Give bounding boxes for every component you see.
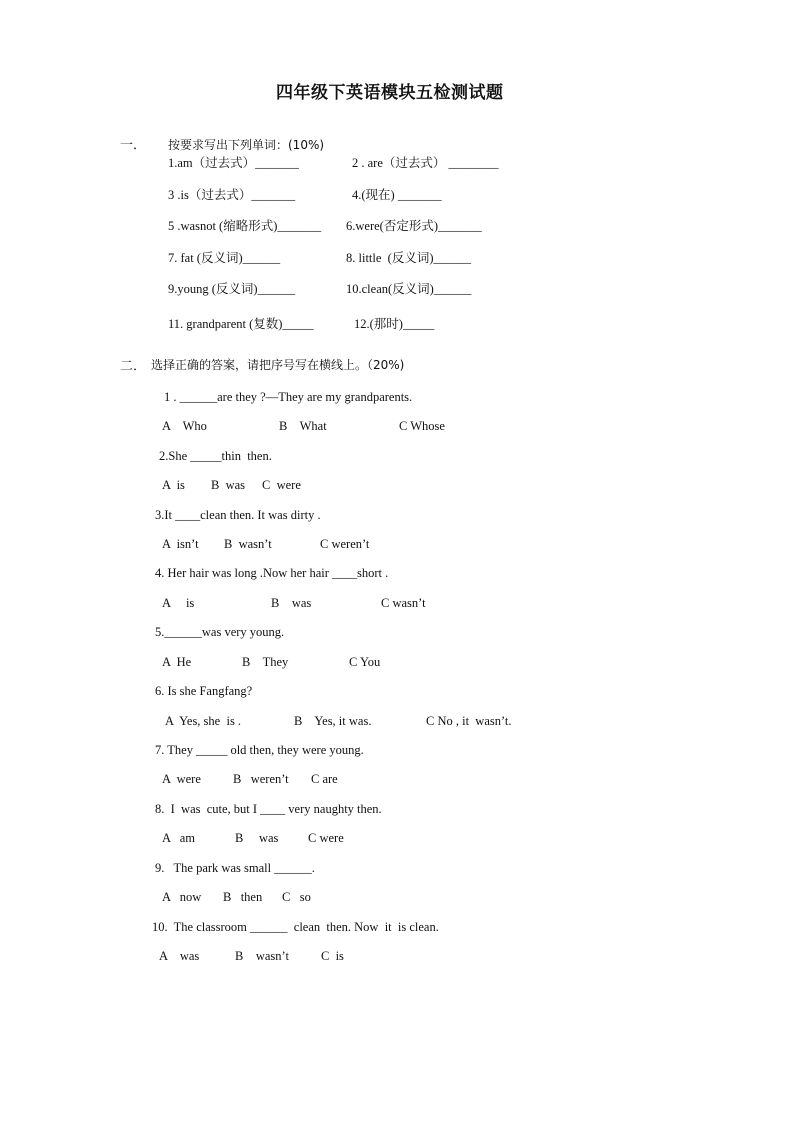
question-3-option-b: B wasn’t (224, 537, 272, 551)
question-7: 7. They _____ old then, they were young. (155, 743, 364, 757)
question-7-option-c: C are (311, 772, 338, 786)
section-2-number: 二． (120, 358, 147, 373)
question-2-option-c: C were (262, 478, 301, 492)
question-9: 9. The park was small ______. (155, 861, 315, 875)
question-8-option-a: A am (162, 831, 195, 845)
question-9-option-b: B then (223, 890, 263, 904)
section-1-instruction: 按要求写出下列单词：(10%) (168, 138, 325, 152)
question-6-option-a: A Yes, she is . (165, 714, 242, 728)
question-9-option-a: A now (162, 890, 202, 904)
question-1-option-b: B What (279, 419, 327, 433)
question-2-option-a: A is (162, 478, 185, 492)
question-4-option-b: B was (271, 596, 312, 610)
word-item-6: 6.were(否定形式)_______ (346, 219, 482, 233)
question-6-option-c: C No , it wasn’t. (426, 714, 512, 728)
question-7-option-b: B weren’t (233, 772, 289, 786)
word-item-10: 10.clean(反义词)______ (346, 282, 472, 296)
word-item-3: 3 .is（过去式）_______ (168, 188, 296, 202)
word-item-12: 12.(那时)_____ (354, 317, 435, 331)
question-10: 10. The classroom ______ clean then. Now it is clean. (152, 920, 439, 934)
question-5-option-c: C You (349, 655, 381, 669)
question-8: 8. I was cute, but I ____ very naughty then. (155, 802, 382, 816)
question-1-option-a: A Who (162, 419, 207, 433)
question-3-option-a: A isn’t (162, 537, 199, 551)
question-4-option-a: A is (162, 596, 195, 610)
word-item-7: 7. fat (反义词)______ (168, 251, 281, 265)
word-item-2: 2 . are（过去式） ________ (352, 156, 499, 170)
question-8-option-b: B was (235, 831, 279, 845)
section-1-number: 一． (120, 137, 147, 152)
page-title: 四年级下英语模块五检测试题 (276, 83, 504, 102)
word-item-11: 11. grandparent (复数)_____ (168, 317, 314, 331)
word-item-4: 4.(现在) _______ (352, 188, 442, 202)
question-5-option-a: A He (162, 655, 192, 669)
question-10-option-b: B wasn’t (235, 949, 289, 963)
question-1-option-c: C Whose (399, 419, 445, 433)
question-8-option-c: C were (308, 831, 344, 845)
question-6-option-b: B Yes, it was. (294, 714, 372, 728)
question-2: 2.She _____thin then. (159, 449, 272, 463)
question-10-option-a: A was (159, 949, 200, 963)
question-4: 4. Her hair was long .Now her hair ____short . (155, 566, 389, 580)
section-2-instruction: 选择正确的答案，请把序号写在横线上。（20%) (151, 358, 405, 372)
word-item-9: 9.young (反义词)______ (168, 282, 296, 296)
question-5-option-b: B They (242, 655, 289, 669)
question-10-option-c: C is (321, 949, 344, 963)
question-1: 1 . ______are they ?—They are my grandparents. (164, 390, 413, 404)
word-item-8: 8. little (反义词)______ (346, 251, 471, 265)
question-2-option-b: B was (211, 478, 246, 492)
question-6: 6. Is she Fangfang? (155, 684, 253, 698)
question-5: 5.______was very young. (155, 625, 285, 639)
word-item-1: 1.am（过去式）_______ (168, 156, 299, 170)
question-3: 3.It ____clean then. It was dirty . (155, 508, 321, 522)
question-9-option-c: C so (282, 890, 311, 904)
word-item-5: 5 .wasnot (缩略形式)_______ (168, 219, 322, 233)
question-3-option-c: C weren’t (320, 537, 370, 551)
question-4-option-c: C wasn’t (381, 596, 426, 610)
question-7-option-a: A were (162, 772, 201, 786)
